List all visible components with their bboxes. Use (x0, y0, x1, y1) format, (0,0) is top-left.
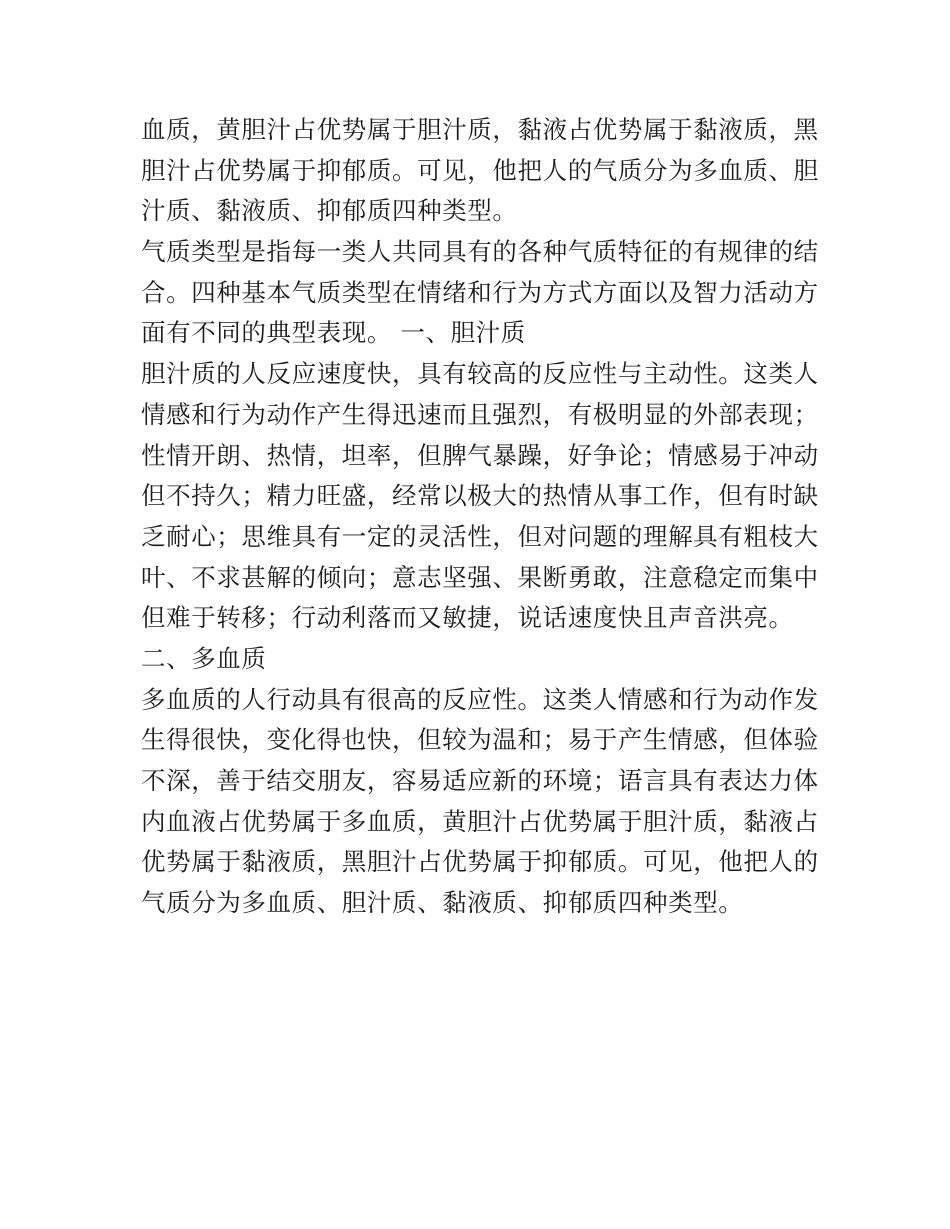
text-line: 性情开朗、热情，坦率，但脾气暴躁，好争论；情感易于冲动 (141, 440, 819, 470)
text-line: 多血质的人行动具有很高的反应性。这类人情感和行为动作发 (141, 684, 819, 714)
document-body (141, 110, 819, 924)
text-line: 不深，善于结交朋友，容易适应新的环境；语言具有表达力体 (141, 766, 819, 795)
text-line: 内血液占优势属于多血质，黄胆汁占优势属于胆汁质，黏液占 (141, 806, 819, 836)
text-line: 气质类型是指每一类人共同具有的各种气质特征的有规律的结 (141, 237, 819, 267)
text-line: 乏耐心；思维具有一定的灵活性，但对问题的理解具有粗枝大 (141, 521, 819, 551)
section-heading: 二、多血质 (141, 643, 267, 673)
text-line: 情感和行为动作产生得迅速而且强烈，有极明显的外部表现； (141, 399, 819, 429)
text-line: 血质，黄胆汁占优势属于胆汁质，黏液占优势属于黏液质，黑 (141, 115, 819, 144)
text-line: 合。四种基本气质类型在情绪和行为方式方面以及智力活动方 (141, 277, 819, 307)
text-line: 但不持久；精力旺盛，经常以极大的热情从事工作，但有时缺 (141, 481, 819, 511)
text-line: 胆汁质的人反应速度快，具有较高的反应性与主动性。这类人 (141, 359, 819, 389)
text-line: 生得很快，变化得也快，但较为温和；易于产生情感，但体验 (141, 725, 819, 755)
text-line: 叶、不求甚解的倾向；意志坚强、果断勇敢，注意稳定而集中 (141, 562, 819, 592)
text-line: 面有不同的典型表现。 一、胆汁质 (141, 318, 526, 348)
text-line: 汁质、黏液质、抑郁质四种类型。 (141, 196, 518, 226)
text-line: 但难于转移；行动利落而又敏捷，说话速度快且声音洪亮。 (141, 603, 794, 633)
text-line: 气质分为多血质、胆汁质、黏液质、抑郁质四种类型。 (141, 888, 744, 918)
text-line: 优势属于黏液质，黑胆汁占优势属于抑郁质。可见，他把人的 (141, 847, 819, 877)
text-line: 胆汁占优势属于抑郁质。可见，他把人的气质分为多血质、胆 (141, 155, 819, 185)
